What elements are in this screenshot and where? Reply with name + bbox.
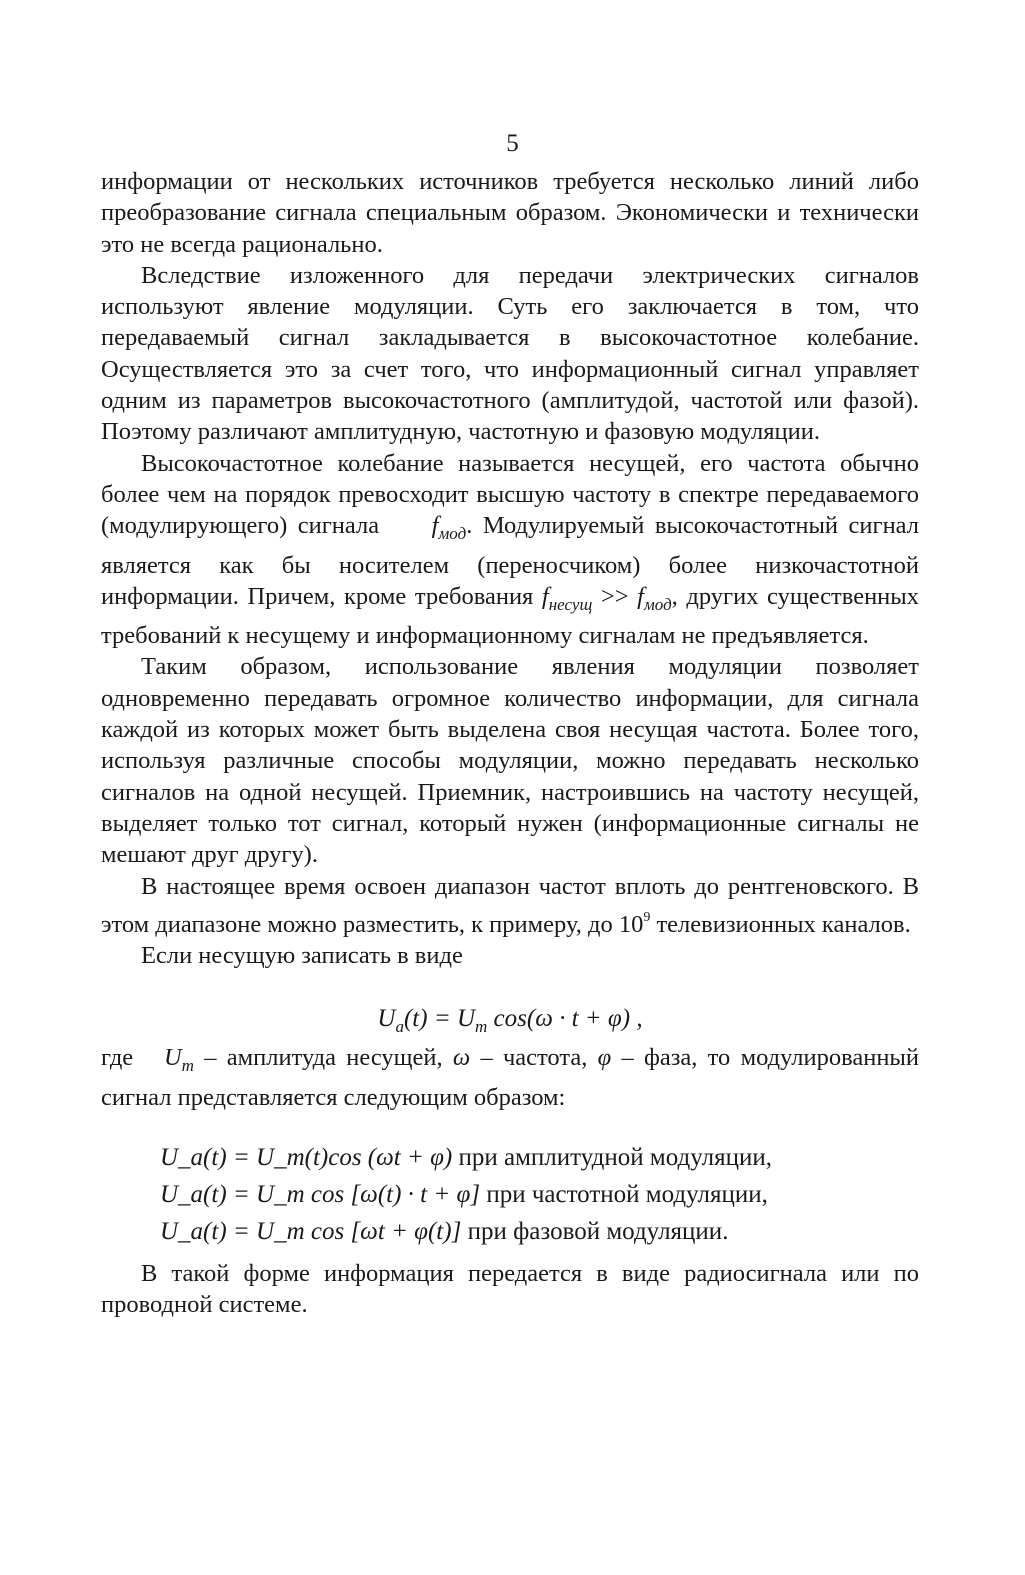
carrier-rhs: U bbox=[456, 1005, 476, 1033]
carrier-lhs-sub: a bbox=[395, 1017, 404, 1037]
am-formula-row bbox=[160, 1139, 919, 1176]
pm-formula: U_a(t) = U_m cos [ωt + φ(t)] bbox=[160, 1218, 462, 1246]
phi-symbol: φ bbox=[597, 1044, 612, 1072]
pm-formula-row bbox=[160, 1213, 919, 1250]
am-label: при амплитудной модуляции, bbox=[452, 1144, 772, 1172]
fmod-symbol: f bbox=[431, 512, 439, 540]
carrier-formula bbox=[101, 1003, 919, 1042]
paragraph-5-text-b: телевизионных каналов. bbox=[650, 910, 911, 938]
paragraph-3-text-a: Высокочастотное колебание называется несущей, его частота обычно более чем на порядок превосходит высшую частоту в спектре передаваемого (модулирующего) сигнала bbox=[101, 449, 919, 540]
paragraph-1: информации от нескольких источников требуется несколько линий либо преобразование сигнала специальным образом. Экономически и технически это не всегда рационально. bbox=[101, 168, 919, 258]
f-carrier-subscript: несущ bbox=[548, 594, 593, 614]
much-greater-operator: >> bbox=[592, 582, 638, 610]
carrier-tail: cos(ω · t + φ) , bbox=[487, 1005, 643, 1033]
fm-formula: U_a(t) = U_m cos [ω(t) · t + φ] bbox=[160, 1181, 481, 1209]
carrier-lhs: U bbox=[377, 1005, 396, 1033]
omega-symbol: ω bbox=[452, 1044, 471, 1072]
f-mod-subscript: мод bbox=[643, 594, 672, 614]
page-body bbox=[101, 166, 919, 1321]
where-word: где bbox=[101, 1044, 134, 1072]
am-formula: U_a(t) = U_m(t)cos (ωt + φ) bbox=[160, 1144, 453, 1172]
paragraph-3-text-b: . Модулируемый высокочастотный сигнал является как бы носителем (переносчиком) более низкочастотной информации. Причем, кроме требования bbox=[101, 512, 919, 610]
carrier-mid: (t) = bbox=[403, 1005, 457, 1033]
page-number: 5 bbox=[506, 130, 519, 157]
fm-formula-row bbox=[160, 1176, 919, 1213]
paragraph-4: Таким образом, использование явления модуляции позволяет одновременно передавать огромное количество информации, для сигнала каждой из которых может быть выделена своя несущая частота. Более того, используя различные способы модуляции, можно передавать несколько сигналов на одной несущей. Приемник, настроившись на частоту несущей, выделяет только тот сигнал, который нужен (информационные сигналы не мешают друг другу). bbox=[101, 653, 919, 869]
paragraph-5 bbox=[101, 871, 919, 941]
paragraph-7-text-b: – частота, bbox=[470, 1044, 598, 1072]
paragraph-7-text-c: – фаза, то модулированный сигнал представляется следующим образом: bbox=[101, 1044, 920, 1111]
f-carrier-symbol: f bbox=[541, 582, 549, 610]
power-exponent: 9 bbox=[643, 909, 651, 925]
paragraph-3-text-c: , других существенных требований к несущему и информационному сигналам не предъявляется. bbox=[101, 582, 919, 650]
paragraph-7-text-a: – амплитуда несущей, bbox=[193, 1044, 453, 1072]
fmod-subscript: мод bbox=[438, 524, 467, 544]
pm-label: при фазовой модуляции. bbox=[461, 1218, 729, 1246]
um-subscript: m bbox=[181, 1056, 194, 1076]
um-symbol: U bbox=[163, 1044, 182, 1072]
paragraph-8: В такой форме информация передается в виде радиосигнала или по проводной системе. bbox=[101, 1260, 919, 1319]
power-base: 10 bbox=[618, 910, 644, 938]
paragraph-5-text-a: В настоящее время освоен диапазон частот вплоть до рентгеновского. В этом диапазоне можно разместить, к примеру, до bbox=[101, 872, 919, 938]
paragraph-7 bbox=[101, 1042, 919, 1113]
paragraph-2: Вследствие изложенного для передачи электрических сигналов используют явление модуляции. Суть его заключается в том, что передаваемый сигнал закладывается в высокочастотное колебание. Осуществляется это за счет того, что информационный сигнал управляет одним из параметров высокочастотного (амплитудой, частотой или фазой). Поэтому различают амплитудную, частотную и фазовую модуляции. bbox=[101, 261, 919, 446]
paragraph-3 bbox=[101, 448, 919, 652]
carrier-rhs-sub: m bbox=[475, 1017, 488, 1037]
fm-label: при частотной модуляции, bbox=[480, 1181, 768, 1209]
modulation-formulas bbox=[101, 1139, 919, 1250]
paragraph-6: Если несущую записать в виде bbox=[141, 942, 463, 970]
f-mod-symbol: f bbox=[637, 582, 644, 610]
